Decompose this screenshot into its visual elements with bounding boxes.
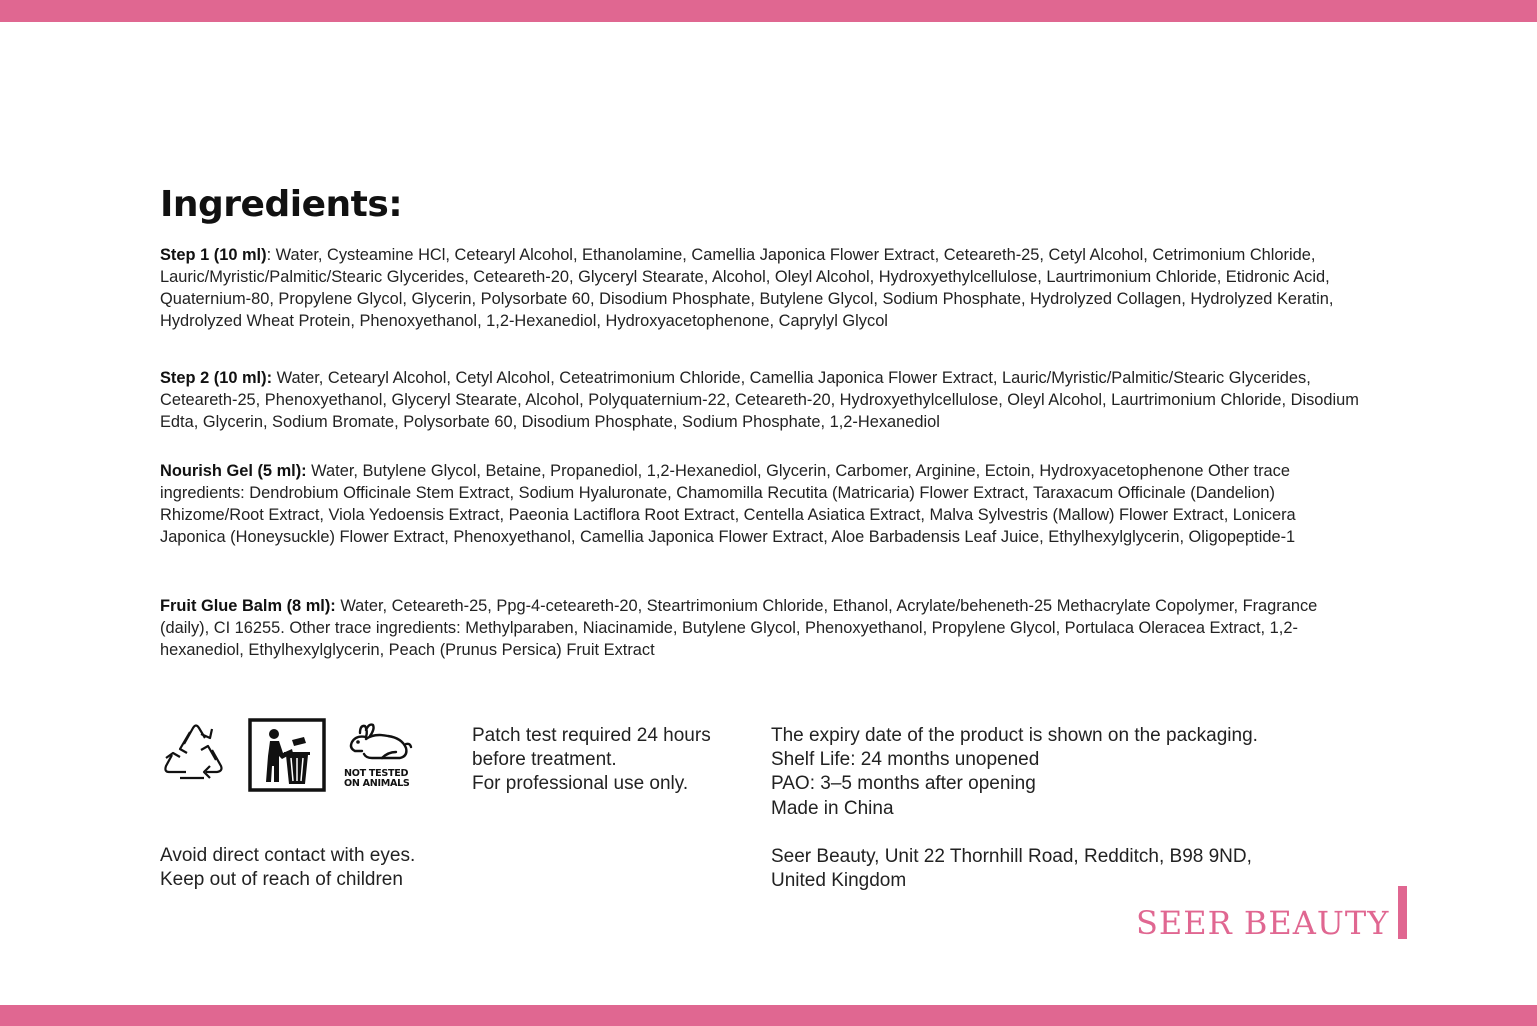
section-label: Step 2 (10 ml): <box>160 369 273 387</box>
note-line: PAO: 3–5 months after opening <box>771 773 1036 795</box>
section-label: Nourish Gel (5 ml): <box>160 462 307 480</box>
note-line: Keep out of reach of children <box>160 869 403 891</box>
manufacturer-address <box>771 845 1252 893</box>
patch-test-note <box>472 724 711 797</box>
ingredients-step1 <box>160 244 1360 332</box>
note-line: before treatment. <box>472 749 617 771</box>
section-label: Fruit Glue Balm (8 ml): <box>160 597 336 615</box>
section-text: : Water, Cysteamine HCl, Cetearyl Alcohol, Ethanolamine, Camellia Japonica Flower Extract, Ceteareth-25, Cetyl Alcohol, Cetrimonium Chloride, Lauric/Myristic/Palmitic/Stearic Glycerides, Ceteareth-20, Glyceryl Stearate, Alcohol, Oleyl Alcohol, Hydroxyethylcellulose, Laurtrimonium Chloride, Etidronic Acid, Quaternium-80, Propylene Glycol, Glycerin, Polysorbate 60, Disodium Phosphate, Butylene Glycol, Sodium Phosphate, Hydrolyzed Collagen, Hydrolyzed Keratin, Hydrolyzed Wheat Protein, Phenoxyethanol, 1,2-Hexanediol, Hydroxyacetophenone, Caprylyl Glycol <box>160 246 1334 330</box>
ingredients-step2 <box>160 367 1360 433</box>
note-line: Shelf Life: 24 months unopened <box>771 749 1040 771</box>
ingredients-fruit-glue-balm <box>160 595 1360 661</box>
note-line: Avoid direct contact with eyes. <box>160 845 416 866</box>
note-line: The expiry date of the product is shown on the packaging. <box>771 725 1258 746</box>
on-animals-label: ON ANIMALS <box>344 778 410 789</box>
symbols-row <box>160 718 420 792</box>
note-line: Seer Beauty, Unit 22 Thornhill Road, Redditch, B98 9ND, <box>771 846 1252 867</box>
expiry-note <box>771 724 1258 821</box>
safety-note <box>160 844 415 892</box>
not-tested-on-animals-icon <box>342 720 418 790</box>
section-text: Water, Butylene Glycol, Betaine, Propanediol, 1,2-Hexanediol, Glycerin, Carbomer, Arginine, Ectoin, Hydroxyacetophenone Other trace ingredients: Dendrobium Officinale Stem Extract, Sodium Hyaluronate, Chamomilla Recutita (Matricaria) Flower Extract, Taraxacum Officinale (Dandelion) Rhizome/Root Extract, Viola Yedoensis Extract, Paeonia Lactiflora Root Extract, Centella Asiatica Extract, Malva Sylvestris (Mallow) Flower Extract, Lonicera Japonica (Honeysuckle) Flower Extract, Phenoxyethanol, Camellia Japonica Flower Extract, Aloe Barbadensis Leaf Juice, Ethylhexylglycerin, Oligopeptide-1 <box>160 462 1296 546</box>
note-line: United Kingdom <box>771 870 907 892</box>
ingredients-nourish-gel <box>160 460 1360 548</box>
section-label: Step 1 (10 ml) <box>160 246 267 264</box>
section-text: Water, Ceteareth-25, Ppg-4-ceteareth-20, Steartrimonium Chloride, Ethanol, Acrylate/beheneth-25 Methacrylate Copolymer, Fragrance (daily), CI 16255. Other trace ingredients: Methylparaben, Niacinamide, Butylene Glycol, Phenoxyethanol, Propylene Glycol, Portulaca Oleracea Extract, 1,2-hexanediol, Ethylhexylglycerin, Peach (Prunus Persica) Fruit Extract <box>160 597 1318 659</box>
note-line: For professional use only. <box>472 773 689 795</box>
not-tested-label: NOT TESTED <box>344 768 409 779</box>
tidy-bin-icon <box>248 718 326 792</box>
note-line: Patch test required 24 hours <box>472 725 711 746</box>
brand-accent-mark <box>1398 886 1407 939</box>
brand-logo: SEER BEAUTY <box>1136 904 1390 942</box>
top-accent-bar <box>0 0 1537 22</box>
bottom-accent-bar <box>0 1005 1537 1026</box>
note-line: Made in China <box>771 797 894 819</box>
section-text: Water, Cetearyl Alcohol, Cetyl Alcohol, Ceteatrimonium Chloride, Camellia Japonica Flower Extract, Lauric/Myristic/Palmitic/Stearic Glycerides, Ceteareth-25, Phenoxyethanol, Glyceryl Stearate, Alcohol, Polyquaternium-22, Ceteareth-20, Hydroxyethylcellulose, Oleyl Alcohol, Laurtrimonium Chloride, Disodium Edta, Glycerin, Sodium Bromate, Polysorbate 60, Disodium Phosphate, Sodium Phosphate, 1,2-Hexanediol <box>160 369 1359 431</box>
rabbit-icon <box>342 720 418 770</box>
ingredients-heading: Ingredients: <box>160 184 403 225</box>
recycle-icon <box>160 720 232 788</box>
